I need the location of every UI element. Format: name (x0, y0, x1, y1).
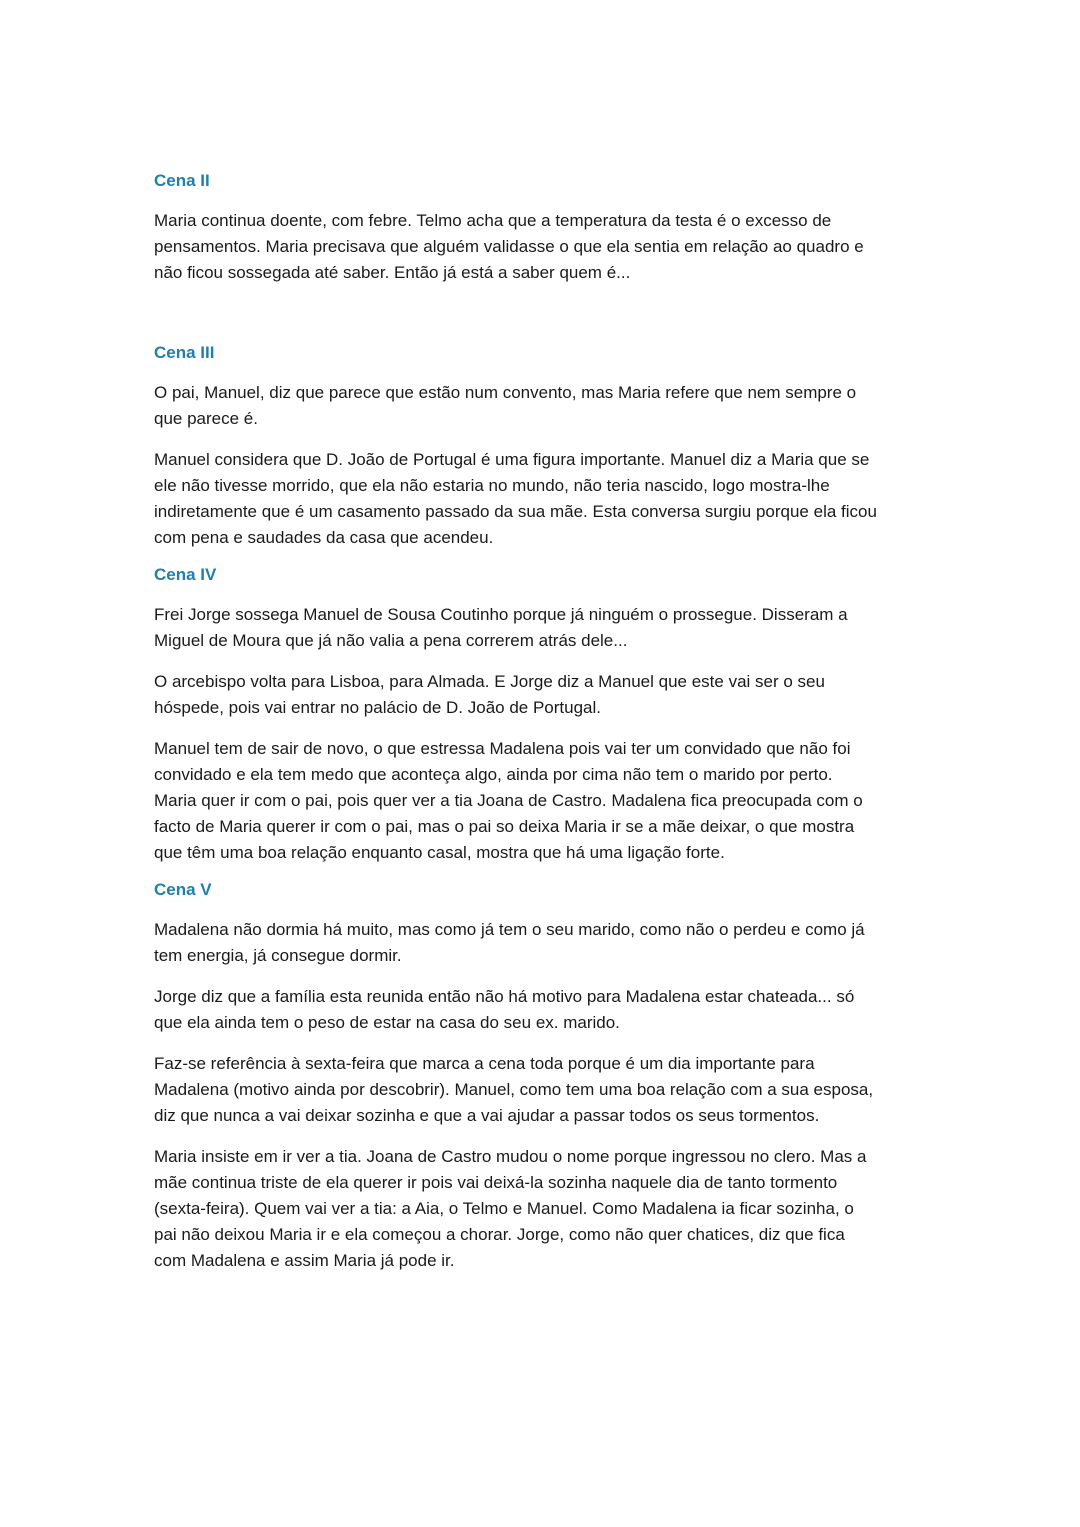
paragraph: Maria insiste em ir ver a tia. Joana de Castro mudou o nome porque ingressou no clero. Mas a mãe continua triste de ela querer ir pois vai deixá-la sozinha naquele dia de tanto tormento (sexta-feira). Quem vai ver a tia: a Aia, o Telmo e Manuel. Como Madalena ia ficar sozinha, o pai não deixou Maria ir e ela começou a chorar. Jorge, como não quer chatices, diz que fica com Madalena e assim Maria já pode ir. (154, 1147, 867, 1270)
section-heading: Cena V (154, 880, 212, 899)
section-cena-ii (154, 168, 934, 286)
paragraph: Madalena não dormia há muito, mas como já tem o seu marido, como não o perdeu e como já tem energia, já consegue dormir. (154, 920, 865, 965)
paragraph: Manuel tem de sair de novo, o que estressa Madalena pois vai ter um convidado que não foi convidado e ela tem medo que aconteça algo, ainda por cima não tem o marido por perto. Maria quer ir com o pai, pois quer ver a tia Joana de Castro. Madalena fica preocupada com o facto de Maria querer ir com o pai, mas o pai so deixa Maria ir se a mãe deixar, o que mostra que têm uma boa relação enquanto casal, mostra que há uma ligação forte. (154, 739, 863, 862)
paragraph: O pai, Manuel, diz que parece que estão num convento, mas Maria refere que nem sempre o que parece é. (154, 383, 857, 428)
document-page (154, 168, 934, 1274)
section-heading: Cena III (154, 343, 215, 362)
paragraph: Faz-se referência à sexta-feira que marca a cena toda porque é um dia importante para Madalena (motivo ainda por descobrir). Manuel, como tem uma boa relação com a sua esposa, diz que nunca a vai deixar sozinha e que a vai ajudar a passar todos os seus tormentos. (154, 1054, 874, 1125)
section-heading: Cena IV (154, 565, 217, 584)
paragraph: Manuel considera que D. João de Portugal é uma figura importante. Manuel diz a Maria que se ele não tivesse morrido, que ela não estaria no mundo, não teria nascido, logo mostra-lhe indiretamente que é um casamento passado da sua mãe. Esta conversa surgiu porque ela ficou com pena e saudades da casa que acendeu. (154, 450, 877, 547)
paragraph: Jorge diz que a família esta reunida então não há motivo para Madalena estar chateada... só que ela ainda tem o peso de estar na casa do seu ex. marido. (154, 987, 855, 1032)
section-heading: Cena II (154, 171, 210, 190)
section-cena-iii (154, 340, 934, 551)
paragraph: Frei Jorge sossega Manuel de Sousa Coutinho porque já ninguém o prossegue. Disseram a Miguel de Moura que já não valia a pena correrem atrás dele... (154, 605, 848, 650)
paragraph: Maria continua doente, com febre. Telmo acha que a temperatura da testa é o excesso de pensamentos. Maria precisava que alguém validasse o que ela sentia em relação ao quadro e não ficou sossegada até saber. Então já está a saber quem é... (154, 211, 864, 282)
paragraph: O arcebispo volta para Lisboa, para Almada. E Jorge diz a Manuel que este vai ser o seu hóspede, pois vai entrar no palácio de D. João de Portugal. (154, 672, 825, 717)
section-cena-v (154, 877, 934, 1274)
section-cena-iv (154, 562, 934, 866)
